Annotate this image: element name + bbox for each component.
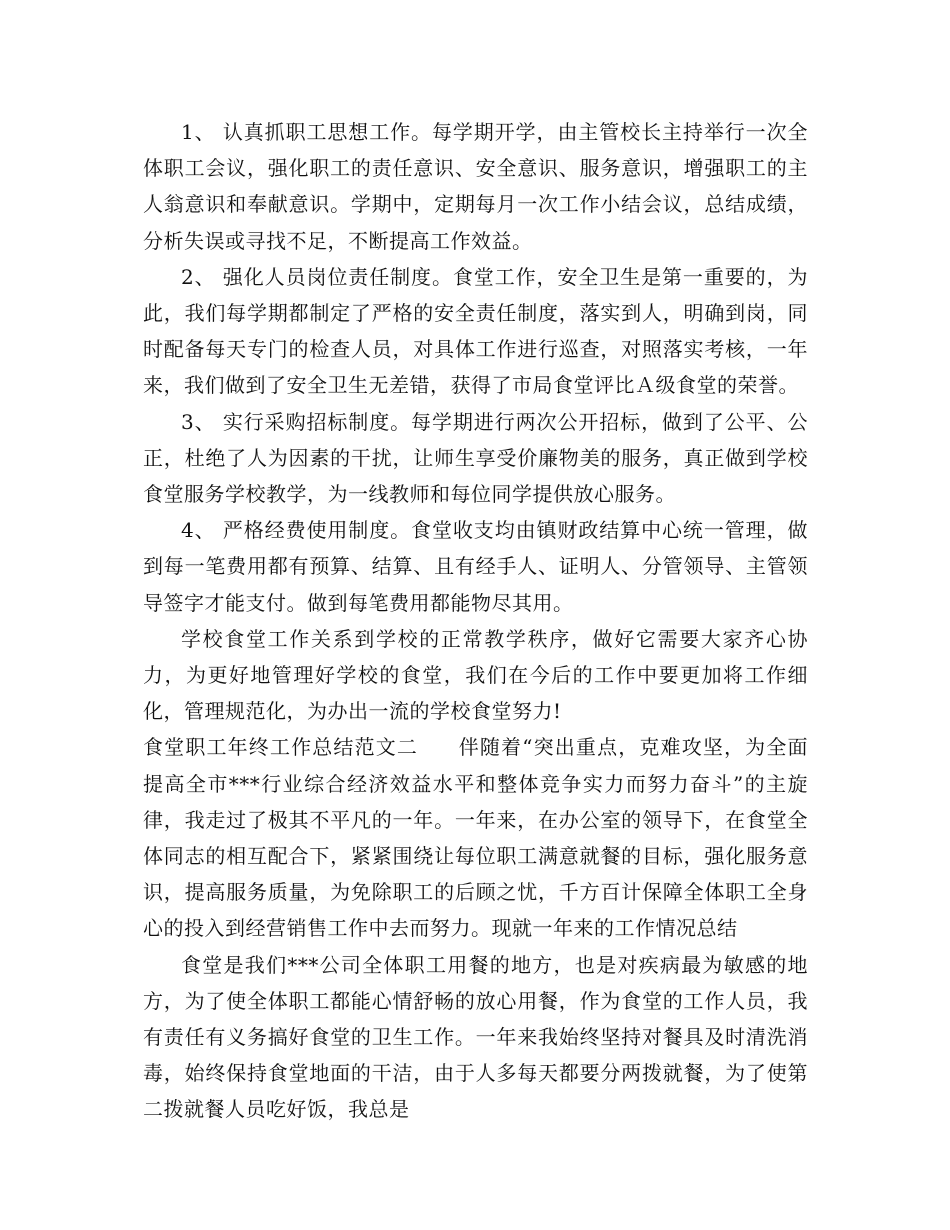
paragraph-conclusion: 学校食堂工作关系到学校的正常教学秩序，做好它需要大家齐心协力，为更好地管理好学校的食堂，我们在今后的工作中要更加将工作细化，管理规范化，为办出一流的学校食堂努力! bbox=[143, 626, 808, 724]
section-two-paragraph bbox=[143, 729, 808, 946]
closing-paragraph: 食堂是我们***公司全体职工用餐的地方，也是对疾病最为敏感的地方，为了使全体职工都能心情舒畅的放心用餐，作为食堂的工作人员，我有责任有义务搞好食堂的卫生工作。一年来我始终坚持对餐具及时清洗消毒，始终保持食堂地面的干洁，由于人多每天都要分两拨就餐，为了使第二拨就餐人员吃好饭，我总是 bbox=[143, 952, 808, 1122]
paragraph-item-3: 3、 实行采购招标制度。每学期进行两次公开招标，做到了公平、公正，杜绝了人为因素的干扰，让师生享受价廉物美的服务，真正做到学校食堂服务学校教学，为一线教师和每位同学提供放心服务。 bbox=[143, 409, 808, 507]
paragraph-item-4: 4、 严格经费使用制度。食堂收支均由镇财政结算中心统一管理，做到每一笔费用都有预算、结算、且有经手人、证明人、分管领导、主管领导签字才能支付。做到每笔费用都能物尽其用。 bbox=[143, 518, 808, 615]
paragraph-item-2: 2、 强化人员岗位责任制度。食堂工作，安全卫生是第一重要的，为此，我们每学期都制定了严格的安全责任制度，落实到人，明确到岗，同时配备每天专门的检查人员，对具体工作进行巡查，对照落实考核，一年来，我们做到了安全卫生无差错，获得了市局食堂评比Ａ级食堂的荣誉。 bbox=[143, 264, 808, 398]
document-body bbox=[143, 114, 808, 1128]
section-title: 食堂职工年终工作总结范文二 bbox=[143, 735, 419, 760]
section-intro: 伴随着“突出重点，克难攻坚，为全面提高全市***行业综合经济效益水平和整体竞争实力而努力奋斗”的主旋律，我走过了极其不平凡的一年。一年来，在办公室的领导下，在食堂全体同志的相互配合下，紧紧围绕让每位职工满意就餐的目标，强化服务意识，提高服务质量，为免除职工的后顾之忧，千方百计保障全体职工全身心的投入到经营销售工作中去而努力。现就一年来的工作情况总结 bbox=[143, 735, 809, 941]
paragraph-item-1: 1、 认真抓职工思想工作。每学期开学，由主管校长主持举行一次全体职工会议，强化职工的责任意识、安全意识、服务意识，增强职工的主人翁意识和奉献意识。学期中，定期每月一次工作小结会议，总结成绩，分析失误或寻找不足，不断提高工作效益。 bbox=[143, 120, 808, 253]
